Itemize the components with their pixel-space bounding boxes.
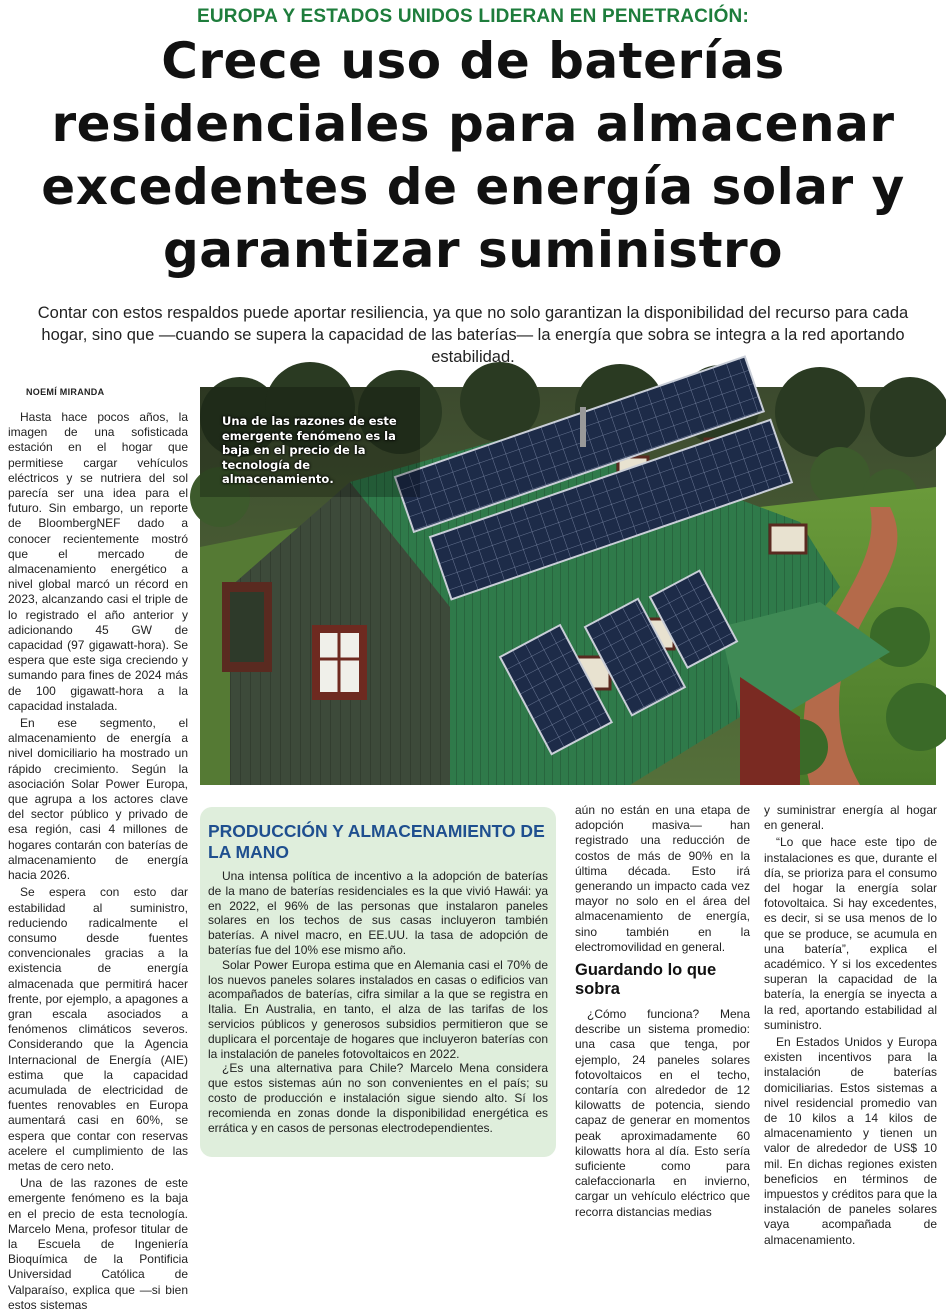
paragraph: y suministrar energía al hogar en general. [764, 803, 937, 833]
paragraph: Se espera con esto dar estabilidad al suministro, reduciendo radicalmente el consumo desde fuentes convencionales gracias a la existencia de energía almacenada que permitirá hacer frente, por ejemplo, a apagones a gran escala asociados a fenómenos climáticos severos. Considerando que la Agencia Internacional de Energía (AIE) estima que la capacidad acumulada de electricidad de fuentes renovables en Europa aumentará casi en 60%, se espera que contar con reservas acelere el cumplimiento de las metas de cero neto. [8, 885, 188, 1173]
paragraph: En Estados Unidos y Europa existen incentivos para la instalación de baterías domiciliarias. Estos sistemas a nivel residencial promedio van de 10 kilos a 14 kilos de almacenamiento y tienen un valor de alrededor de US$ 10 mil. En dichas regiones existen beneficios en términos de impuestos y créditos para que la instalación de paneles solares vaya acompañada de almacenamiento. [764, 1035, 937, 1247]
box-paragraph: ¿Es una alternativa para Chile? Marcelo Mena considera que estos sistemas aún no son convenientes en el país; su costo de producción e instalación sigue siendo alto. Sí los recomienda en zonas donde la disponibilidad energética es errática y en casos de personas electrodependientes. [208, 1061, 548, 1135]
subheading: Guardando lo que sobra [575, 961, 717, 999]
sidebar-box [200, 807, 556, 1157]
photo-caption: Una de las razones de este emergente fenómeno es la baja en el precio de la tecnología de almacenamiento. [222, 414, 397, 486]
paragraph: aún no están en una etapa de adopción masiva— han registrado una reducción de costos de más de 90% en la última década. Esto irá generando un impacto cada vez mayor no solo en el área del almacenamiento de energía, sino también en la electromovilidad en general. [575, 803, 750, 954]
headline: Crece uso de baterías residenciales para almacenar excedentes de energía solar y garantizar suministro [41, 32, 905, 279]
article-column-3 [575, 803, 750, 1219]
paragraph: En ese segmento, el almacenamiento de energía a nivel domiciliario ha mostrado un rápido crecimiento. Según la asociación Solar Power Europa, que agrupa a los actores clave del sector público y privado de esa región, casi 4 millones de hogares contarán con baterías de almacenamiento de energía hacia 2026. [8, 716, 188, 883]
paragraph: “Lo que hace este tipo de instalaciones es que, durante el día, se prioriza para el consumo del hogar la energía solar fotovoltaica. Si hay excedentes, es decir, si se usa menos de lo que se produce, se acumula en una batería”, explica el académico. Y si los excedentes superan la capacidad de la batería, la energía se inyecta a la red, aportando estabilidad al suministro. [764, 835, 937, 1032]
paragraph: Una de las razones de este emergente fenómeno es la baja en el precio de esta tecnología. Marcelo Mena, profesor titular de la Escuela de Ingeniería Bioquímica de la Pontificia Universidad Católica de Valparaíso, explica que —si bien estos sistemas [8, 1176, 188, 1312]
kicker: EUROPA Y ESTADOS UNIDOS LIDERAN EN PENETRACIÓN: [196, 6, 749, 27]
paragraph: Hasta hace pocos años, la imagen de una sofisticada estación en el hogar que permitiese cargar vehículos eléctricos y se nutriera del sol parecía ser una idea para el futuro. Sin embargo, un reporte de BloombergNEF dado a conocer recientemente mostró que el mercado de almacenamiento energético a nivel global marcó un récord en 2023, alcanzando casi el triple de lo registrado el año anterior y adicionando 45 GW de capacidad (97 gigawatt-hora). Se espera que este siga creciendo y sumando para fines de 2024 más de 100 gigawatt-hora a la capacidad instalada. [8, 410, 188, 713]
byline: NOEMÍ MIRANDA [26, 387, 105, 397]
box-body [208, 869, 548, 1135]
box-title: PRODUCCIÓN Y ALMACENAMIENTO DE LA MANO [208, 821, 545, 862]
paragraph: ¿Cómo funciona? Mena describe un sistema promedio: una casa que tenga, por ejemplo, 24 paneles solares fotovoltaicos en el techo, contaría con alrededor de 12 kilowatts de potencia, siendo capaz de generar en momentos peak aproximadamente 60 kilowatts hora al día. Esto sería suficiente como para calefaccionarla en invierno, cargar un vehículo eléctrico que recorra distancias medias [575, 1007, 750, 1219]
article-column-4 [764, 803, 937, 1247]
box-paragraph: Solar Power Europa estima que en Alemania casi el 70% de los nuevos paneles solares instalados en casas o edificios van acompañados de baterías, cifra similar a la que se registra en Italia. En Australia, en tanto, el alza de las tarifas de los servicios públicos y generosos subsidios permitieron que se duplicara el porcentaje de hogares que incluyeron baterías con la instalación de paneles fotovoltaicos en 2022. [208, 957, 548, 1061]
article-column-1 [8, 410, 188, 1312]
box-paragraph: Una intensa política de incentivo a la adopción de baterías de la mano de baterías residenciales es la que vivió Hawái: ya en 2022, el 96% de las personas que instalaron paneles solares en los techos de sus casas incluyeron también baterías. A nivel macro, en EE.UU. la tasa de adopción de baterías fue del 10% ese mismo año. [208, 869, 548, 957]
deck: Contar con estos respaldos puede aportar resiliencia, ya que no solo garantizan la disponibilidad del recurso para cada hogar, sino que —cuando se supera la capacidad de las baterías— la energía que sobra se integra a la red aportando estabilidad. [37, 304, 909, 366]
